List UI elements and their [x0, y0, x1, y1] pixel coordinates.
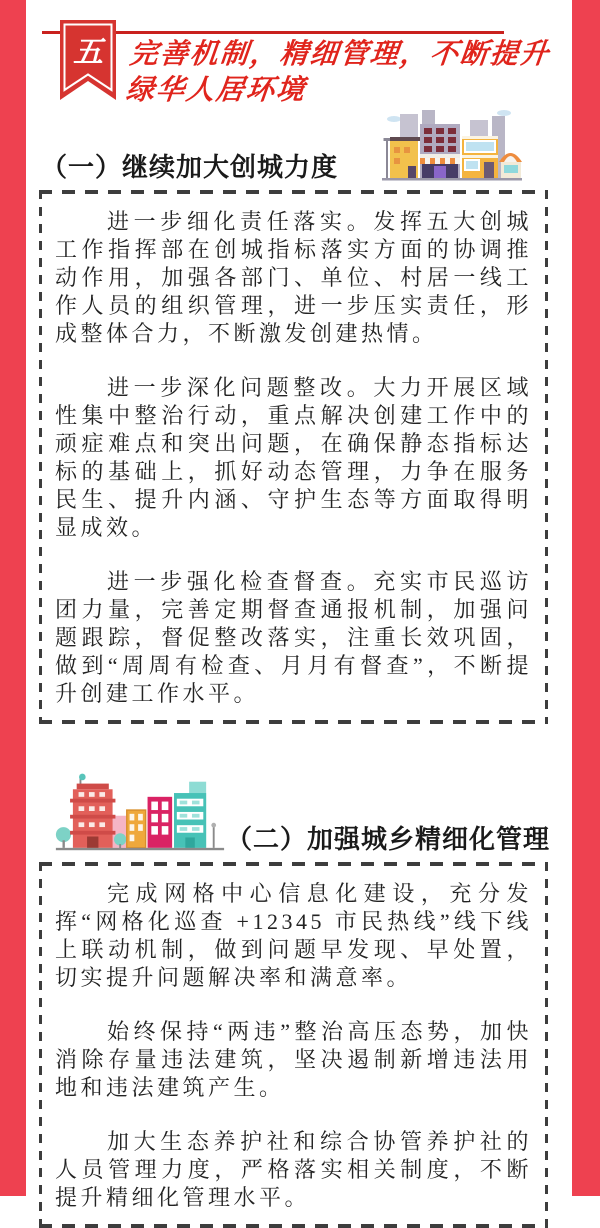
paragraph: 加大生态养护社和综合协管养护社的人员管理力度，严格落实相关制度，不断提升精细化管理水平。: [55, 1129, 532, 1210]
ribbon-number: 五: [73, 36, 103, 69]
paragraph: 完成网格中心信息化建设，充分发挥“网格化巡查 +12345 市民热线”线下线上联动机制，做到问题早发现、早处置，切实提升问题解决率和满意率。: [55, 881, 532, 990]
right-red-border: [572, 0, 600, 1196]
street-shops-icon: [382, 110, 522, 182]
ribbon-bookmark-icon: [60, 20, 116, 100]
page-title-line1: 完善机制，精细管理，不断提升: [128, 38, 552, 69]
section-1-heading-row: [26, 110, 572, 184]
paragraph: 始终保持“两违”整治高压态势，加快消除存量违法建筑，坚决遏制新增违法用地和违法建筑产生。: [55, 1019, 532, 1100]
section-1: [26, 110, 572, 724]
poster-content: [26, 0, 572, 1210]
colorful-buildings-icon: [54, 768, 226, 854]
section-2-text-box: [39, 862, 548, 1228]
section-2-heading: （二）加强城乡精细化管理: [225, 824, 550, 854]
section-2-heading-row: [26, 768, 572, 856]
section-1-text-box: [39, 190, 548, 724]
header-banner: [26, 0, 572, 116]
page-title-line2: 绿华人居环境: [124, 74, 308, 105]
paragraph: 进一步细化责任落实。发挥五大创城工作指挥部在创城指标落实方面的协调推动作用，加强各部门、单位、村居一线工作人员的组织管理，进一步压实责任，形成整体合力，不断激发创建热情。: [55, 209, 532, 346]
page-title: [124, 36, 552, 108]
section-2: [26, 768, 572, 1228]
paragraph: 进一步强化检查督查。充实市民巡访团力量，完善定期督查通报机制，加强问题跟踪，督促整改落实，注重长效巩固，做到“周周有检查、月月有督查”，不断提升创建工作水平。: [55, 569, 532, 706]
paragraph: 进一步深化问题整改。大力开展区域性集中整治行动，重点解决创建工作中的顽症难点和突出问题，在确保静态指标达标的基础上，抓好动态管理，力争在服务民生、提升内涵、守护生态等方面取得明显成效。: [55, 375, 532, 540]
left-red-border: [0, 0, 26, 1196]
section-1-heading: （一）继续加大创城力度: [41, 152, 339, 182]
